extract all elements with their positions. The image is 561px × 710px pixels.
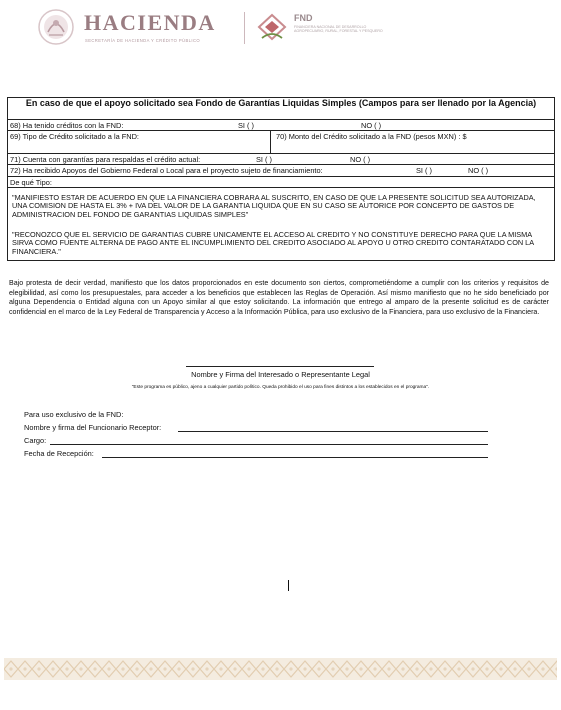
q68-label: 68) Ha tenido créditos con la FND: (10, 121, 124, 130)
q69-label: 69) Tipo de Crédito solicitado a la FND: (10, 132, 139, 141)
fnd-logo-icon (256, 12, 288, 42)
row-tipo (8, 177, 554, 188)
q71-no-option[interactable]: NO ( ) (350, 155, 371, 164)
fecha-field[interactable] (102, 457, 488, 458)
receptor-field[interactable] (178, 431, 488, 432)
row-q68 (8, 120, 554, 131)
q68-si-option[interactable]: SI ( ) (238, 121, 255, 130)
commission-statement: "MANIFIESTO ESTAR DE ACUERDO EN QUE LA FINANCIERA COBRARA AL SUSCRITO, EN CASO DE QUE LA PRESENTE SOLICITUD SEA AUTORIZADA, UNA COMISION DE HASTA EL 3% + IVA DEL VALOR DE LA GARANTIA LIQUIDA QUE EN SU CASO SE AUTORICE POR CONCEPTO DE GASTOS DE ADMINISTRACION DEL FONDO DE GARANTIAS LIQUIDAS SIMPLES" (12, 193, 536, 219)
q70-label: 70) Monto del Crédito solicitado a la FND (pesos MXN) : $ (276, 132, 467, 141)
q72-label: 72) Ha recibido Apoyos del Gobierno Federal o Local para el proyecto sujeto de financiamiento: (10, 166, 323, 175)
row-q71 (8, 154, 554, 165)
hacienda-logo-text: HACIENDA (84, 10, 216, 35)
receptor-label: Nombre y firma del Funcionario Receptor: (24, 423, 162, 432)
row-q72 (8, 165, 554, 177)
fnd-subtitle: FINANCIERA NACIONAL DE DESARROLLO AGROPECUARIO, RURAL, FORESTAL Y PESQUERO (294, 25, 383, 34)
fecha-label: Fecha de Recepción: (24, 449, 94, 458)
exclusive-use-heading: Para uso exclusivo de la FND: (24, 410, 124, 419)
text-cursor (288, 580, 289, 591)
national-seal-icon (36, 8, 76, 46)
decorative-footer-band (4, 658, 557, 680)
guarantee-statement: "RECONOZCO QUE EL SERVICIO DE GARANTIAS CUBRE UNICAMENTE EL ACCESO AL CREDITO Y NO CONSTITUYE DERECHO PARA QUE LA MISMA SIRVA COMO FUENTE ALTERNA DE PAGO ANTE EL INCUMPLIMIENTO DEL CREDITO ASOCIADO AL APOYO U OTRO CREDITO CONTARATADO CON LA FINANCIERA." (12, 230, 534, 256)
oath-paragraph: Bajo protesta de decir verdad, manifiesto que los datos proporcionados en este documento son ciertos, comprometiéndome a cumplir con los criterios y requisitos de elegibilidad, así como los presupuestales, para acceder a los beneficios que establecen las Reglas de Operación. Así mismo manifiesto que no he sido beneficiado por alguna Dependencia o Entidad alguna con un Apoyo similar al que estoy solicitando. La información que entrego al amparo de la presente solicitud es de carácter confidencial en el marco de la Ley Federal de Transparencia y Acceso a la Información Pública, para uso exclusivo de la Financiera, para uso exclusivo de la Financiera. (9, 279, 549, 316)
table-title: En caso de que el apoyo solicitado sea Fondo de Garantías Liquidas Simples (Campos para ser llenado por la Agencia) (8, 98, 554, 120)
cargo-field[interactable] (50, 444, 488, 445)
program-disclaimer: "Este programa es público, ajeno a cualquier partido político. Queda prohibido el uso para fines distintos a los establecidos en el programa". (131, 385, 430, 390)
q69-q70-divider (270, 131, 271, 154)
q72-no-option[interactable]: NO ( ) (468, 166, 489, 175)
row-q69-q70 (8, 131, 554, 154)
q71-si-option[interactable]: SI ( ) (256, 155, 273, 164)
signature-label: Nombre y Firma del Interesado o Representante Legal (191, 370, 370, 379)
fnd-logo-text: FND (294, 13, 313, 23)
q71-label: 71) Cuenta con garantías para respaldas el crédito actual: (10, 155, 201, 164)
hacienda-subtitle: SECRETARÍA DE HACIENDA Y CRÉDITO PÚBLICO (85, 38, 201, 43)
header-divider (244, 12, 245, 44)
q68-no-option[interactable]: NO ( ) (361, 121, 382, 130)
q72-si-option[interactable]: SI ( ) (416, 166, 433, 175)
signature-line[interactable] (186, 366, 374, 367)
page-header (36, 8, 396, 48)
tipo-label: De qué Tipo: (10, 178, 52, 187)
cargo-label: Cargo: (24, 436, 47, 445)
guarantee-fund-table (7, 97, 555, 261)
